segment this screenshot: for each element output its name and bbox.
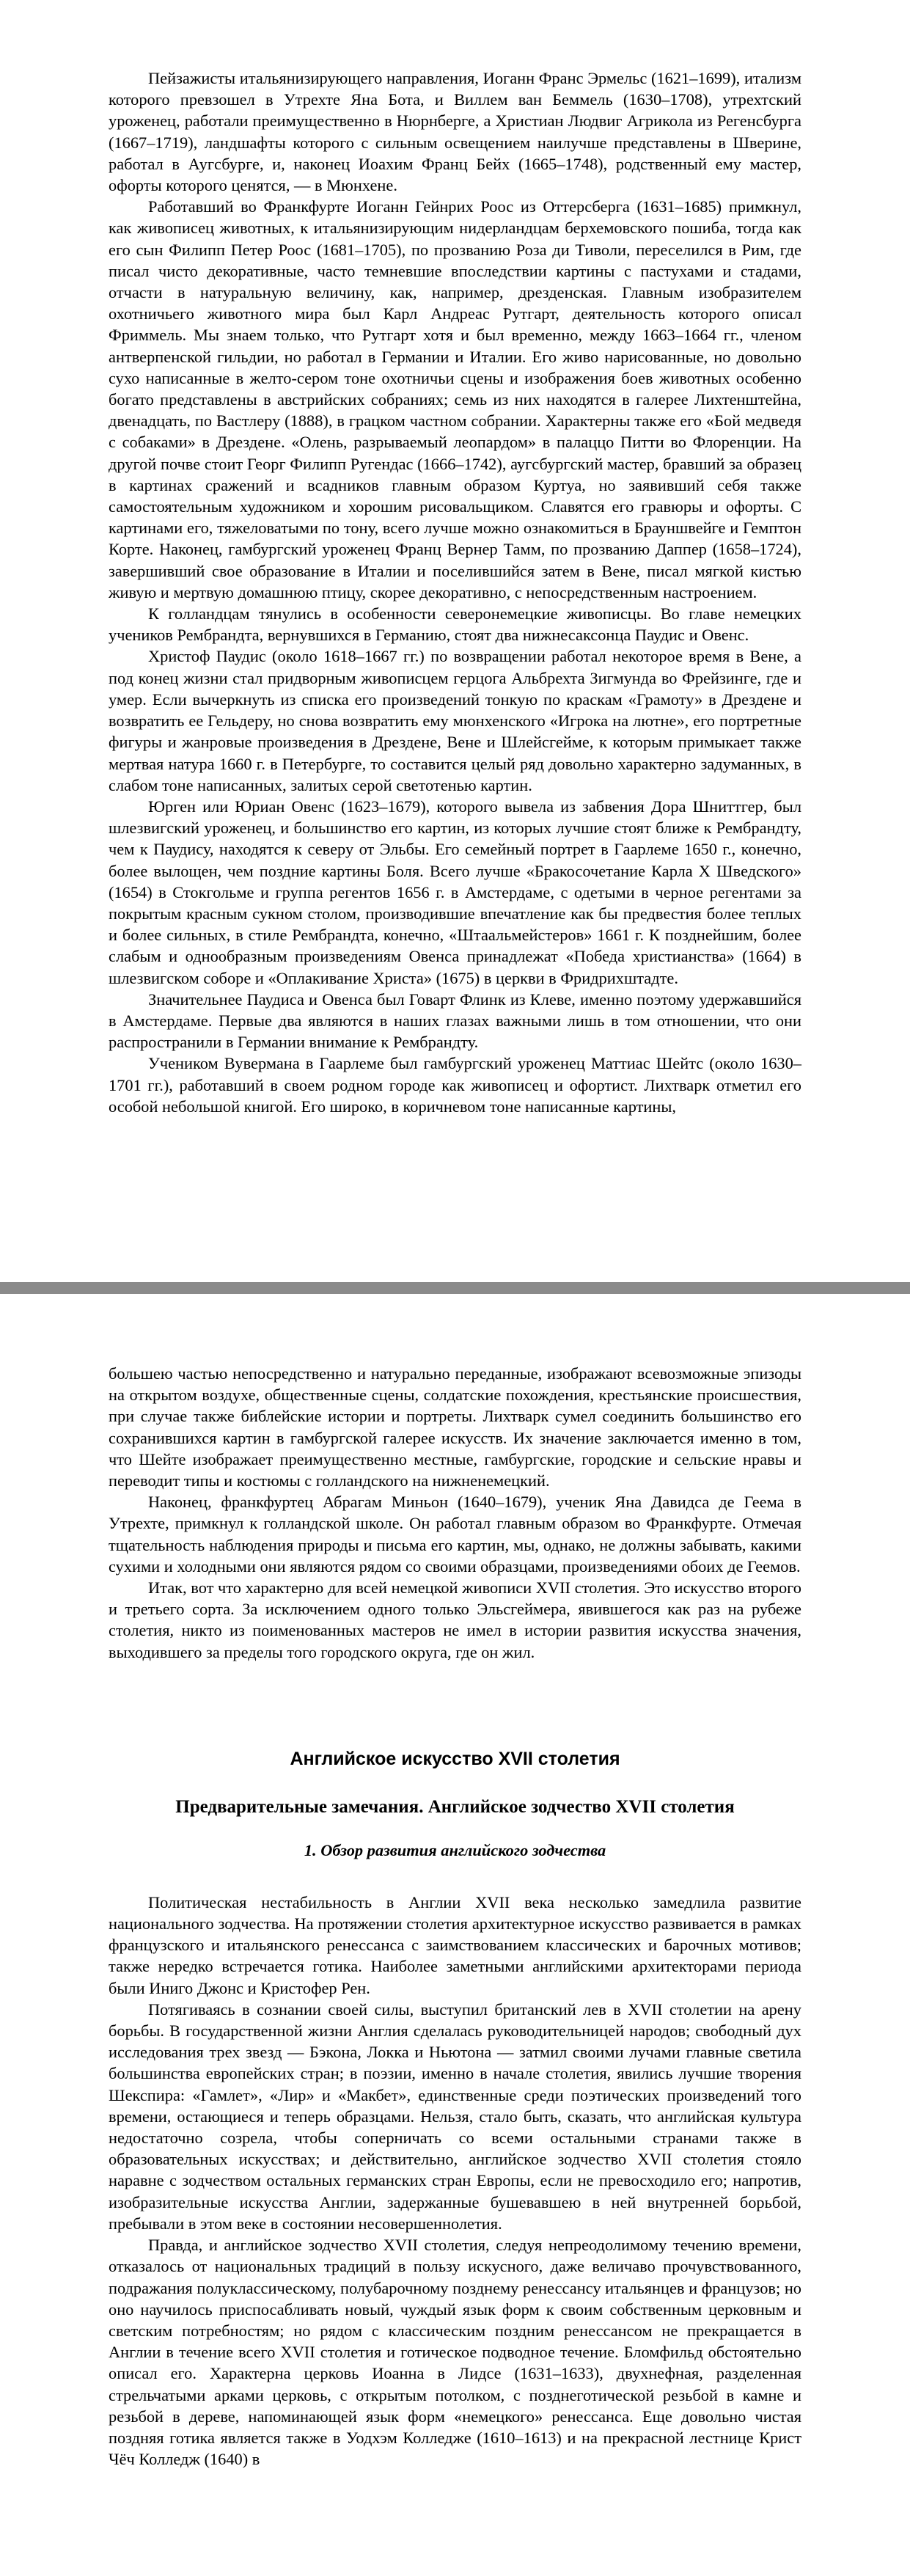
paragraph: Наконец, франкфуртец Абрагам Миньон (1640–1679), ученик Яна Давидса де Геема в Утрехте, примкнул к голландской школе. Он работал главным образом во Франкфурте. Отмечая тщательность наблюдения природы и письма его картин, мы, однако, не должны забывать, какими сухими и холодными они являются рядом со своими образцами, произведениями обоих де Геемов. [109,1493,801,1576]
paragraph: Потягиваясь в сознании своей силы, выступил британский лев в XVII столетии на арену борьбы. В государственной жизни Англия сделалась руководительницей народов; свободный дух исследования трех звезд — Бэкона, Локка и Ньютона — затмил своими лучами главные светила большинства европейских стран; в поэзии, именно в начале столетия, явились лучшие творения Шекспира: «Гамлет», «Лир» и «Макбет», единственные среди поэтических произведений того времени, остающиеся и теперь образцами. Нельзя, стало быть, сказать, что английская культура недостаточно созрела, чтобы соперничать со всеми остальными странами также в образовательных искусствах; и действительно, английское зодчество XVII столетия стояло наравне с зодчеством остальных германских стран Европы, если не превосходило его; напротив, изобразительные искусства Англии, задержанные бушевавшею в ней внутренней борьбой, пребывали в этом веке в состоянии несовершеннолетия. [109,1999,801,2233]
paragraph: К голландцам тянулись в особенности северонемецкие живописцы. Во главе немецких учеников Рембрандта, вернувшихся в Германию, стоят два нижнесаксонца Паудис и Овенс. [109,604,801,645]
paragraph: Учеником Вувермана в Гаарлеме был гамбургский уроженец Маттиас Шейтс (около 1630–1701 гг.), работавший в своем родном городе как живописец и офортист. Лихтварк отметил его особой небольшой книгой. Его широко, в коричневом тоне написанные картины, [109,1054,801,1116]
paragraph: Политическая нестабильность в Англии XVII века несколько замедлила развитие национального зодчества. На протяжении столетия архитектурное искусство развивается в рамках французского и итальянского ренессанса с заимствованием классических и барочных мотивов; также нередко встречается готика. Наиболее заметными английскими архитекторами периода были Иниго Джонс и Кристофер Рен. [109,1892,801,1997]
paragraph: Значительнее Паудиса и Овенса был Говарт Флинк из Клеве, именно поэтому удержавшийся в Амстердаме. Первые два являются в наших глазах важными лишь в том отношении, что они распространили в Германии внимание к Рембрандту. [109,989,801,1052]
page-2 [0,1294,910,2576]
paragraph: Правда, и английское зодчество XVII столетия, следуя непреодолимому течению времени, отказалось от национальных традиций в пользу искусного, даже величаво прочувствованного, подражания полуклассическому, полубарочному позднему ренессансу итальянцев и французов; но оно научилось приспосабливать новый, чуждый язык форм к своим собственным церковным и светским потребностям; но рядом с классическим поздним ренессансом не прекращается в Англии в течение всего XVII столетия и готическое подводное течение. Бломфильд обстоятельно описал его. Характерна церковь Иоанна в Лидсе (1631–1633), двухнефная, разделенная стрельчатыми арками церковь, с открытым потолком, с позднеготической резьбой в камне и резьбой в дереве, напоминающей язык форм «немецкого» ренессанса. Еще довольно чистая поздняя готика является также в Уодхэм Колледже (1610–1613) и на прекрасной лестнице Крист Чёч Колледж (1640) в [109,2236,801,2469]
paragraph: Итак, вот что характерно для всей немецкой живописи XVII столетия. Это искусство второго и третьего сорта. За исключением одного только Эльсгеймера, явившегося как раз на рубеже столетия, никто из поименованных мастеров не имел в истории развития искусства значения, выходившего за пределы того городского округа, где он жил. [109,1578,801,1661]
paragraph: Пейзажисты итальянизирующего направления, Иоганн Франс Эрмельс (1621–1699), итализм которого превзошел в Утрехте Яна Бота, и Виллем ван Беммель (1630–1708), утрехтский уроженец, работали преимущественно в Нюрнберге, а Христиан Людвиг Агрикола из Регенсбурга (1667–1719), ландшафты которого с сильным освещением наилучше представлены в Шверине, работал в Аугсбурге, и, наконец Иоахим Франц Бейх (1665–1748), родственный ему мастер, офорты которого ценятся, — в Мюнхене. [109,69,801,195]
continued-paragraph: большею частью непосредственно и натурально переданные, изображают всевозможные эпизоды на открытом воздухе, общественные сцены, солдатские похождения, крестьянские происшествия, при случае также библейские истории и портреты. Лихтварк сумел соединить большинство его сохранившихся картин в гамбургской галерее искусств. Их значение заключается именно в том, что Шейте изображает преимущественно местные, гамбургские, городские и сельские нравы и переводит типы и костюмы с голландского на нижненемецкий. [109,1364,801,1490]
paragraph: Юрген или Юриан Овенс (1623–1679), которого вывела из забвения Дора Шниттгер, был шлезвигский уроженец, и большинство его картин, из которых лучшие стоят ближе к Рембрандту, чем к Паудису, находятся к северу от Эльбы. Его семейный портрет в Гаарлеме 1650 г., конечно, более вылощен, чем поздние картины Боля. Всего лучше «Бракосочетание Карла X Шведского» (1654) в Стокгольме и группа регентов 1656 г. в Амстердаме, с одетыми в черное регентами за покрытым красным сукном столом, производившие впечатление как бы предвестия более теплых и более сильных, в стиле Рембрандта, конечно, «Штаальмейстеров» 1661 г. К позднейшим, более слабым и однообразным произведениям Овенса принадлежат «Победа христианства» (1664) в шлезвигском соборе и «Оплакивание Христа» (1675) в церкви в Фридрихштадте. [109,797,801,987]
section-title: Предварительные замечания. Английское зодчество XVII столетия [175,1796,735,1817]
chapter-title: Английское искусство XVII столетия [290,1748,620,1769]
page-1 [0,0,910,1282]
subsection-title: 1. Обзор развития английского зодчества [304,1840,606,1859]
paragraph: Работавший во Франкфурте Иоганн Гейнрих Роос из Оттерсберга (1631–1685) примкнул, как живописец животных, к итальянизирующим нидерландцам берхемовского пошиба, тогда как его сын Филипп Петер Роос (1681–1705), по прозванию Роза ди Тиволи, переселился в Рим, где писал чисто декоративные, часто темневшие впоследствии картины с пастухами и стадами, отчасти в натуральную величину, как, например, дрезденская. Главным изобразителем охотничьего животного мира был Карл Андреас Рутгарт, деятельность которого описал Фриммель. Мы знаем только, что Рутгарт хотя и был временно, между 1663–1664 гг., членом антверпенской гильдии, но работал в Германии и Италии. Его живо нарисованные, но довольно сухо написанные в желто-сером тоне охотничьи сцены и изображения боев животных особенно богато представлены в австрийских собраниях; семь из них находятся в галерее Лихтенштейна, двенадцать, по Вастлеру (1888), в грацком частном собрании. Характерны также его «Бой медведя с собаками» в Дрездене. «Олень, разрываемый леопардом» в палаццо Питти во Флоренции. На другой почве стоит Георг Филипп Ругендас (1666–1742), аугсбургский мастер, бравший за образец в картинах сражений и всадников главным образом Куртуа, но заявивший себя также самостоятельным художником и хорошим рисовальщиком. Славятся его гравюры и офорты. С картинами его, тяжеловатыми по тону, всего лучше можно ознакомиться в Брауншвейге и Гемптон Корте. Наконец, гамбургский уроженец Франц Вернер Тамм, по прозванию Даппер (1658–1724), завершивший свое образование в Италии и поселившийся затем в Вене, писал мягкой кистью живую и мертвую домашнюю птицу, скорее декоративно, с непосредственным настроением. [109,197,801,601]
paragraph: Христоф Паудис (около 1618–1667 гг.) по возвращении работал некоторое время в Вене, а под конец жизни стал придворным живописцем герцога Альбрехта Зигмунда во Фрейзинге, где и умер. Если вычеркнуть из списка его произведений тонкую по краскам «Грамоту» в Дрездене и возвратить ее Гельдеру, но снова возвратить ему мюнхенского «Игрока на лютне», его портретные фигуры и жанровые произведения в Дрездене, Вене и Шлейсгейме, к которым примыкает также мертвая натура 1660 г. в Петербурге, то составится целый ряд довольно характерно задуманных, в слабом тоне написанных, залитых серой светотенью картин. [109,647,801,794]
